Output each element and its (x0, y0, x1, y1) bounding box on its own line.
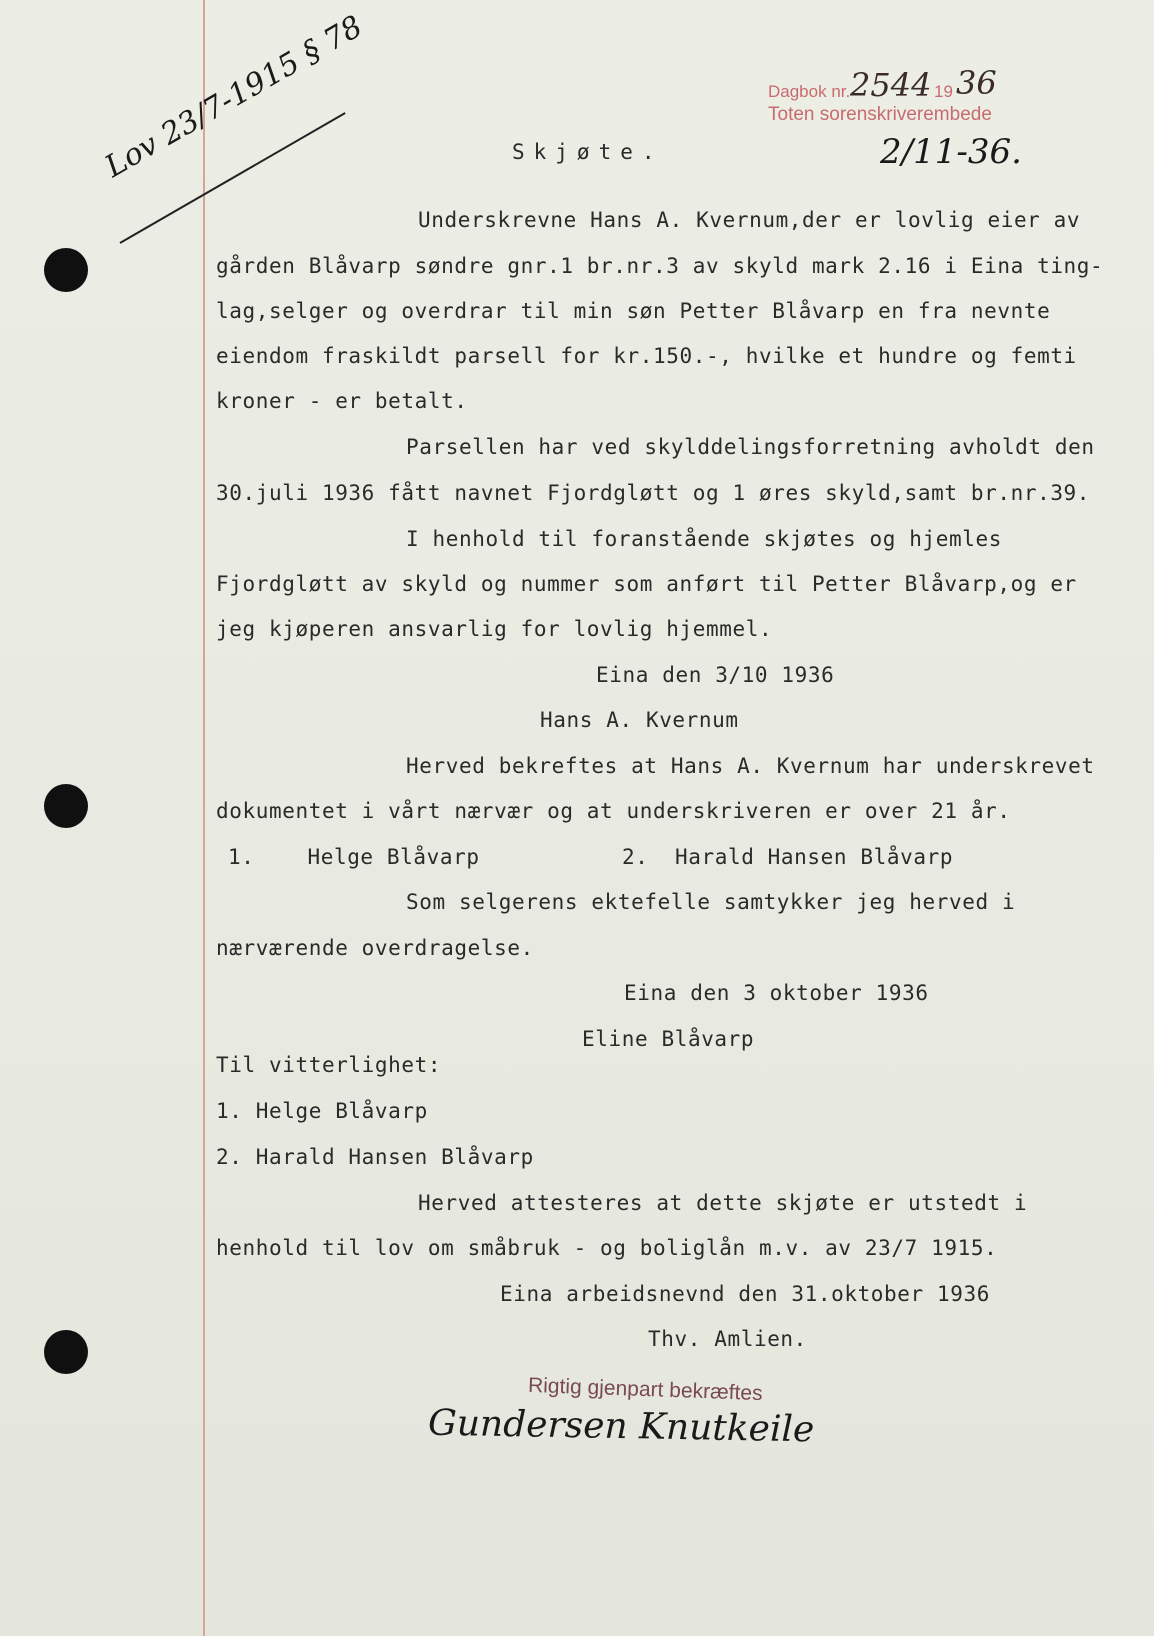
body-line: Som selgerens ektefelle samtykker jeg herved i (406, 890, 1016, 914)
stamp-date: 2/11-36. (880, 132, 1022, 172)
witness-2: 2. Harald Hansen Blåvarp (216, 1145, 534, 1169)
stamp-dagbok-number: 2544 (850, 66, 932, 104)
stamp-dagbok-label: Dagbok nr. (768, 82, 851, 101)
place-date-line: Eina den 3/10 1936 (596, 663, 835, 687)
spouse-name: Eline Blåvarp (582, 1027, 755, 1051)
witness-1: 1. Helge Blåvarp (228, 845, 480, 869)
body-line: gården Blåvarp søndre gnr.1 br.nr.3 av skyld mark 2.16 i Eina ting- (216, 254, 1104, 278)
document-title: Skjøte. (512, 140, 664, 164)
margin-line (203, 0, 205, 1636)
body-line: Herved attesteres at dette skjøte er utstedt i (418, 1191, 1028, 1215)
body-line: nærværende overdragelse. (216, 936, 534, 960)
witness-2: 2. Harald Hansen Blåvarp (622, 845, 954, 869)
body-line: 30.juli 1936 fått navnet Fjordgløtt og 1 øres skyld,samt br.nr.39. (216, 481, 1091, 505)
body-line: kroner - er betalt. (216, 389, 468, 413)
body-line: Underskrevne Hans A. Kvernum,der er lovlig eier av (418, 208, 1081, 232)
witness-1: 1. Helge Blåvarp (216, 1099, 428, 1123)
body-line: Parsellen har ved skylddelingsforretning avholdt den (406, 435, 1095, 459)
seller-name: Hans A. Kvernum (540, 708, 739, 732)
stamp-office: Toten sorenskriverembede (768, 104, 992, 125)
body-line: Til vitterlighet: (216, 1053, 442, 1077)
stamp-year-prefix: 19 (934, 82, 953, 101)
certification-stamp: Rigtig gjenpart bekræftes (527, 1373, 763, 1406)
body-line: Herved bekreftes at Hans A. Kvernum har underskrevet (406, 754, 1095, 778)
punch-hole-icon (44, 1330, 88, 1374)
body-line: eiendom fraskildt parsell for kr.150.-, hvilke et hundre og femti (216, 344, 1077, 368)
body-line: I henhold til foranstående skjøtes og hjemles (406, 527, 1002, 551)
punch-hole-icon (44, 784, 88, 828)
body-line: dokumentet i vårt nærvær og at underskriveren er over 21 år. (216, 799, 1011, 823)
body-line: jeg kjøperen ansvarlig for lovlig hjemmel. (216, 617, 773, 641)
place-date-line: Eina arbeidsnevnd den 31.oktober 1936 (500, 1282, 990, 1306)
margin-note: Lov 23/7-1915 § 78 (99, 9, 369, 185)
body-line: Fjordgløtt av skyld og nummer som anført til Petter Blåvarp,og er (216, 572, 1077, 596)
body-line: lag,selger og overdrar til min søn Petter Blåvarp en fra nevnte (216, 299, 1051, 323)
signature: Gundersen Knutkeile (427, 1402, 815, 1451)
punch-hole-icon (44, 248, 88, 292)
body-line: henhold til lov om småbruk - og boliglån m.v. av 23/7 1915. (216, 1236, 998, 1260)
official-name: Thv. Amlien. (648, 1327, 807, 1351)
place-date-line: Eina den 3 oktober 1936 (624, 981, 929, 1005)
stamp-year-suffix: 36 (956, 64, 997, 102)
